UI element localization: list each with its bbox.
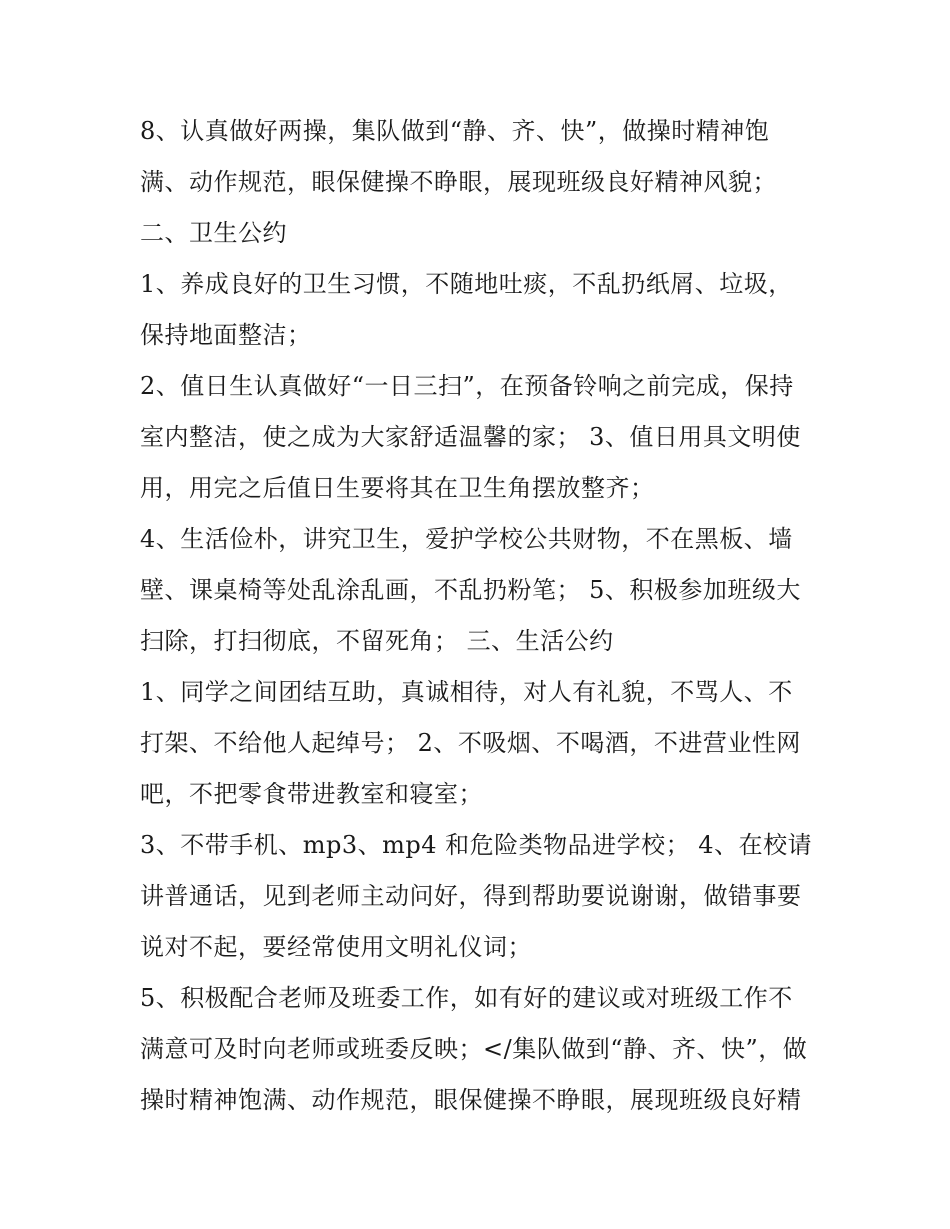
document-body [140,106,830,1126]
text-line-17: 说对不起，要经常使用文明礼仪词； [140,933,532,961]
text-line-10: 壁、课桌椅等处乱涂乱画，不乱扔粉笔； 5、积极参加班级大 [140,576,801,604]
text-line-19: 满意可及时向老师或班委反映；</集队做到“静、齐、快”，做 [140,1035,808,1063]
text-line-13: 打架、不给他人起绰号； 2、不吸烟、不喝酒，不进营业性网 [140,729,801,757]
text-line-5: 保持地面整洁； [140,321,312,349]
text-line-11: 扫除，打扫彻底，不留死角； 三、生活公约 [140,627,614,655]
text-line-20: 操时精神饱满、动作规范，眼保健操不睁眼，展现班级良好精 [140,1086,802,1114]
text-line-2: 满、动作规范，眼保健操不睁眼，展现班级良好精神风貌； [140,168,777,196]
text-line-18: 5、积极配合老师及班委工作，如有好的建议或对班级工作不 [140,984,793,1012]
text-line-9: 4、生活俭朴，讲究卫生，爱护学校公共财物，不在黑板、墙 [140,525,793,553]
text-line-1: 8、认真做好两操，集队做到“静、齐、快”，做操时精神饱 [140,117,770,145]
text-line-15: 3、不带手机、mp3、mp4 和危险类物品进学校； 4、在校请 [140,831,813,859]
text-line-12: 1、同学之间团结互助，真诚相待，对人有礼貌，不骂人、不 [140,678,793,706]
text-line-8: 用，用完之后值日生要将其在卫生角摆放整齐； [140,474,655,502]
text-line-4: 1、养成良好的卫生习惯，不随地吐痰，不乱扔纸屑、垃圾， [140,270,793,298]
text-line-6: 2、值日生认真做好“一日三扫”，在预备铃响之前完成，保持 [140,372,794,400]
text-line-14: 吧，不把零食带进教室和寝室； [140,780,483,808]
text-line-7: 室内整洁，使之成为大家舒适温馨的家； 3、值日用具文明使 [140,423,801,451]
text-line-16: 讲普通话，见到老师主动问好，得到帮助要说谢谢，做错事要 [140,882,802,910]
section-heading-hygiene: 二、卫生公约 [140,219,287,247]
